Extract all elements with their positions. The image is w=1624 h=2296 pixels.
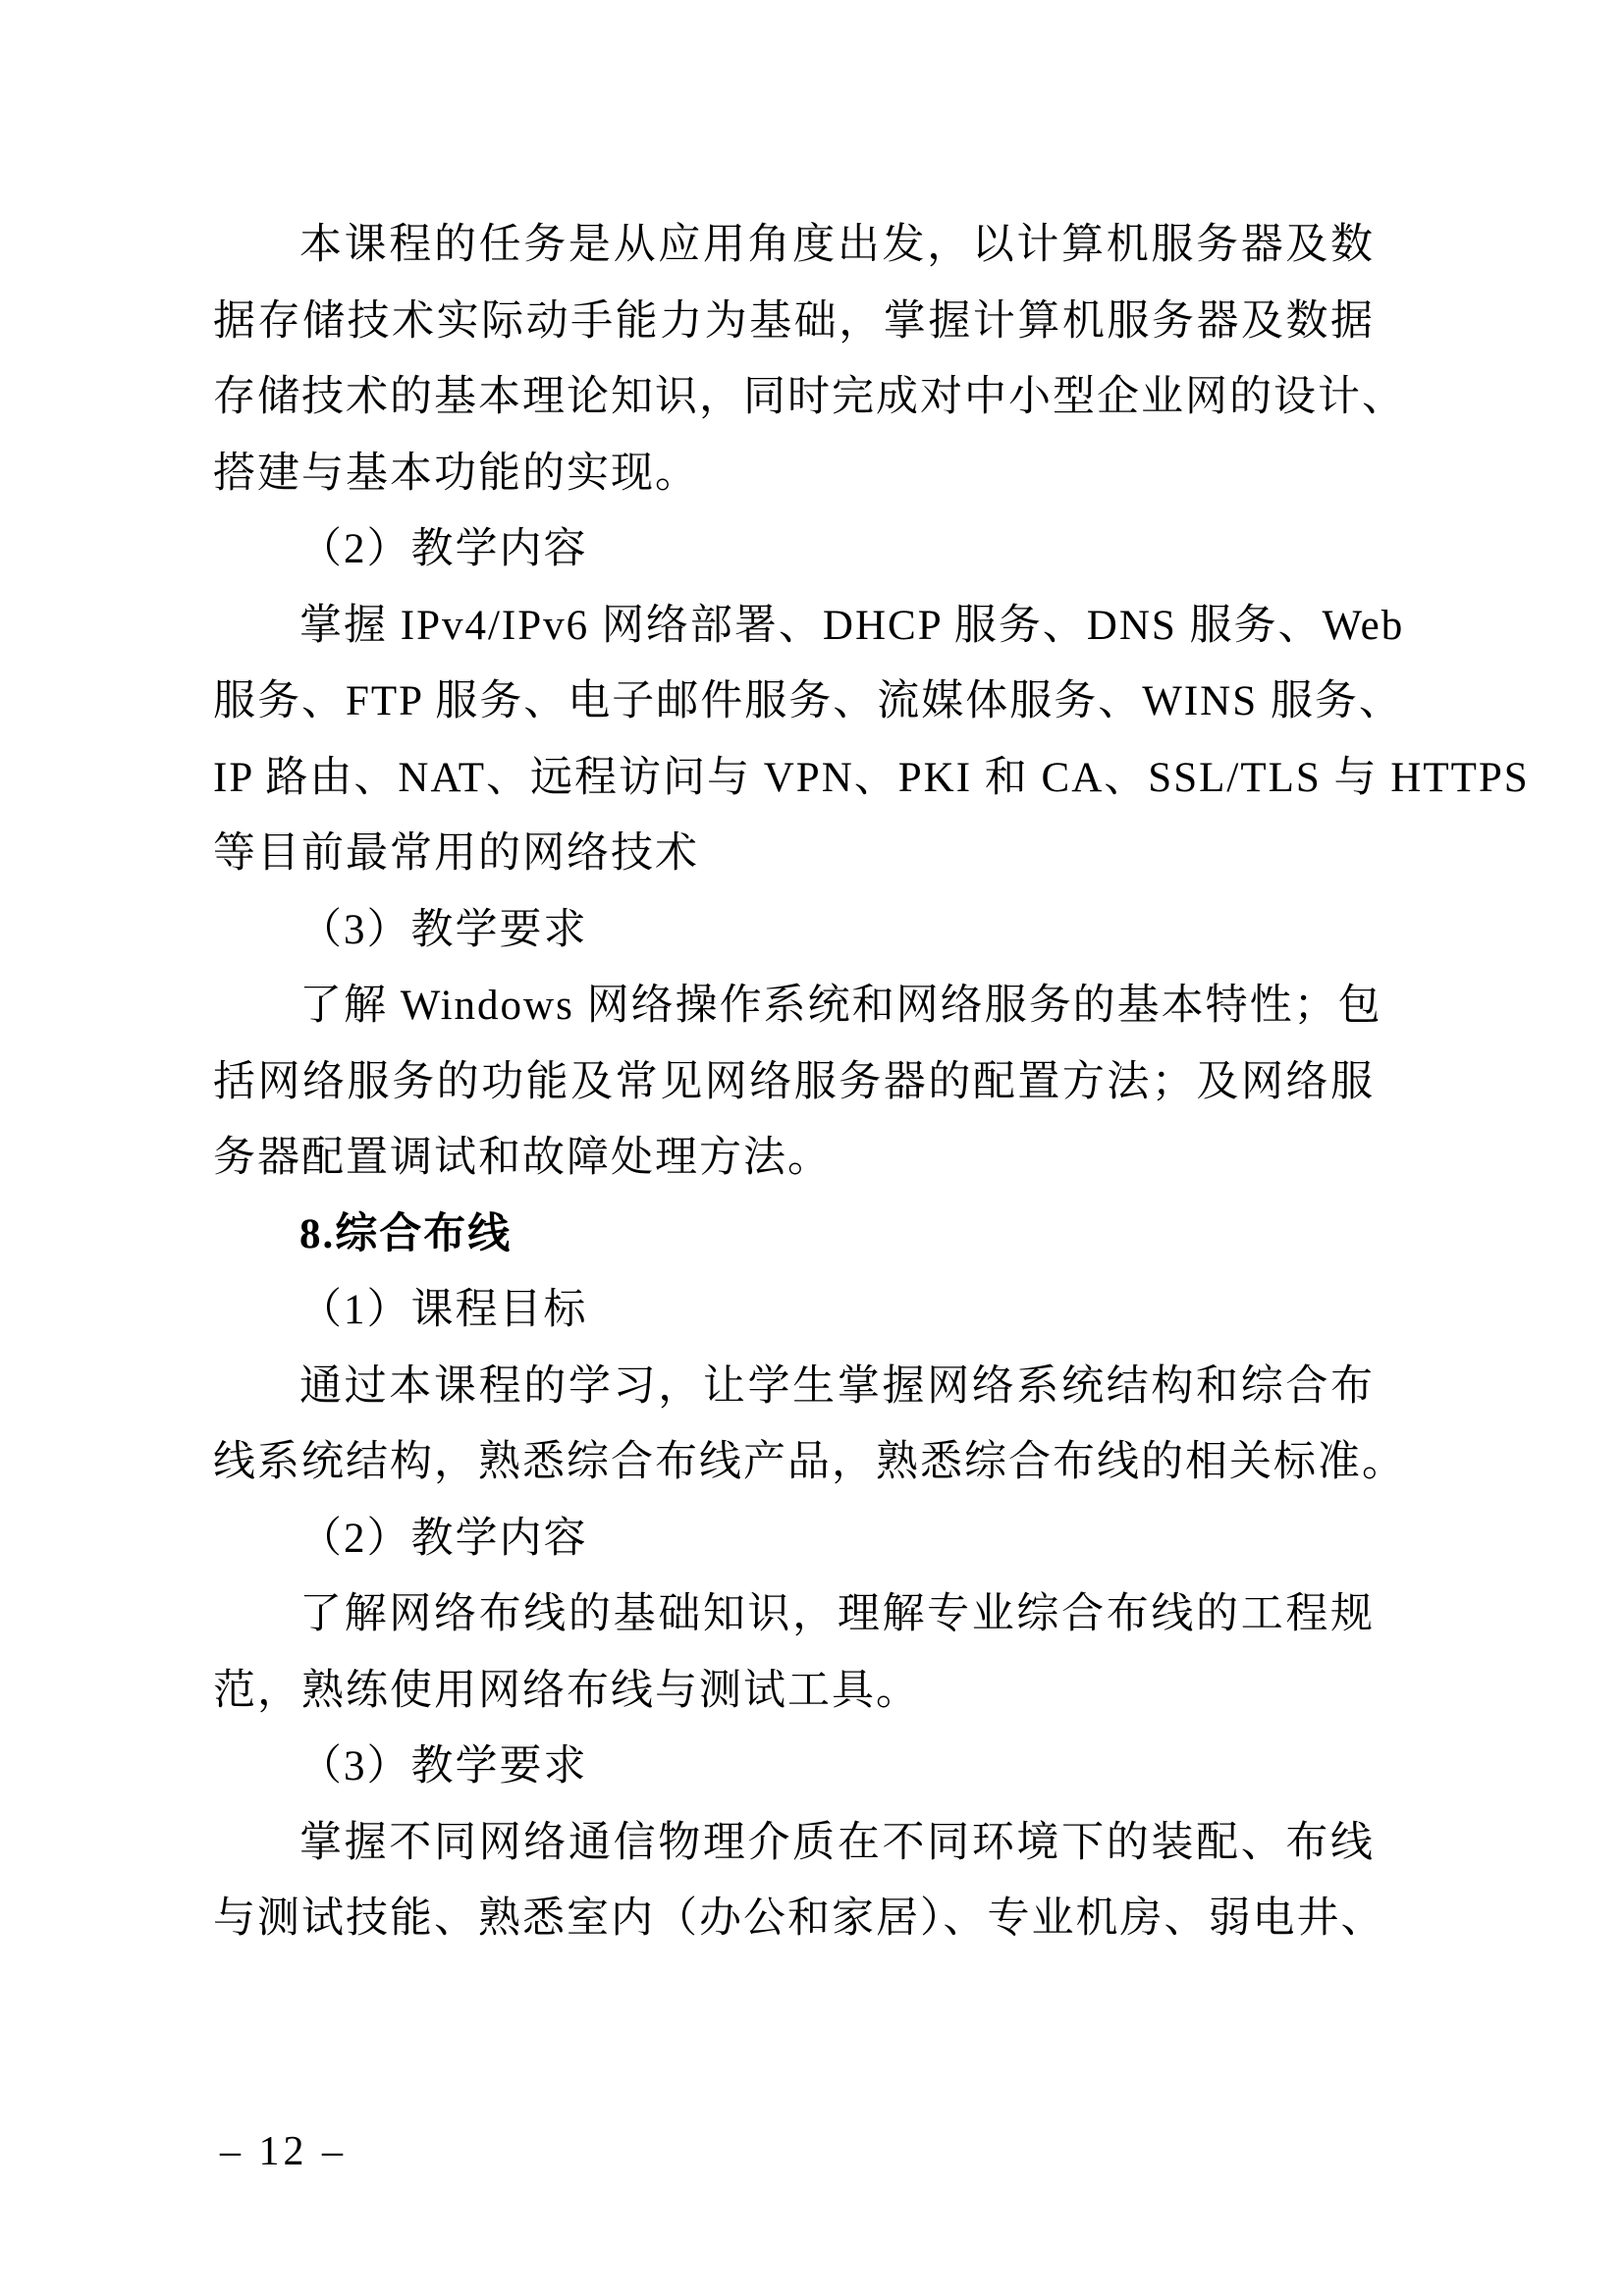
subheading-line: （3）教学要求 [299, 906, 588, 953]
text-line: 据存储技术实际动手能力为基础，掌握计算机服务器及数据 [213, 297, 1375, 345]
text-line: 与测试技能、熟悉室内（办公和家居）、专业机房、弱电井、 [213, 1896, 1385, 1942]
text-block [213, 207, 1530, 1957]
text-line: 掌握 IPv4/IPv6 网络部署、DHCP 服务、DNS 服务、Web [299, 602, 1405, 649]
text-line: 范，熟练使用网络布线与测试工具。 [213, 1667, 920, 1714]
text-line: 了解网络布线的基础知识，理解专业综合布线的工程规 [299, 1591, 1375, 1637]
subheading-line: （1）课程目标 [299, 1287, 588, 1333]
text-line: 括网络服务的功能及常见网络服务器的配置方法；及网络服 [213, 1058, 1375, 1105]
text-line: 等目前最常用的网络技术 [213, 830, 699, 877]
subheading-line: （2）教学内容 [299, 526, 588, 572]
text-line: IP 路由、NAT、远程访问与 VPN、PKI 和 CA、SSL/TLS 与 HTTPS [213, 754, 1530, 801]
subheading-line: （3）教学要求 [299, 1743, 588, 1789]
text-line: 搭建与基本功能的实现。 [213, 450, 699, 497]
text-line: 服务、FTP 服务、电子邮件服务、流媒体服务、WINS 服务、 [213, 678, 1403, 724]
page-number: – 12 – [220, 2129, 347, 2174]
section-heading-line: 8.综合布线 [299, 1210, 513, 1257]
text-line: 线系统结构，熟悉综合布线产品，熟悉综合布线的相关标准。 [213, 1439, 1406, 1485]
text-line: 务器配置调试和故障处理方法。 [213, 1135, 832, 1181]
text-line: 存储技术的基本理论知识，同时完成对中小型企业网的设计、 [213, 374, 1406, 420]
text-line: 通过本课程的学习，让学生掌握网络系统结构和综合布 [299, 1362, 1375, 1410]
text-line: 了解 Windows 网络操作系统和网络服务的基本特性；包 [299, 983, 1382, 1029]
text-line: 本课程的任务是从应用角度出发，以计算机服务器及数 [299, 222, 1375, 268]
subheading-line: （2）教学内容 [299, 1515, 588, 1562]
text-line: 掌握不同网络通信物理介质在不同环境下的装配、布线 [299, 1819, 1375, 1866]
